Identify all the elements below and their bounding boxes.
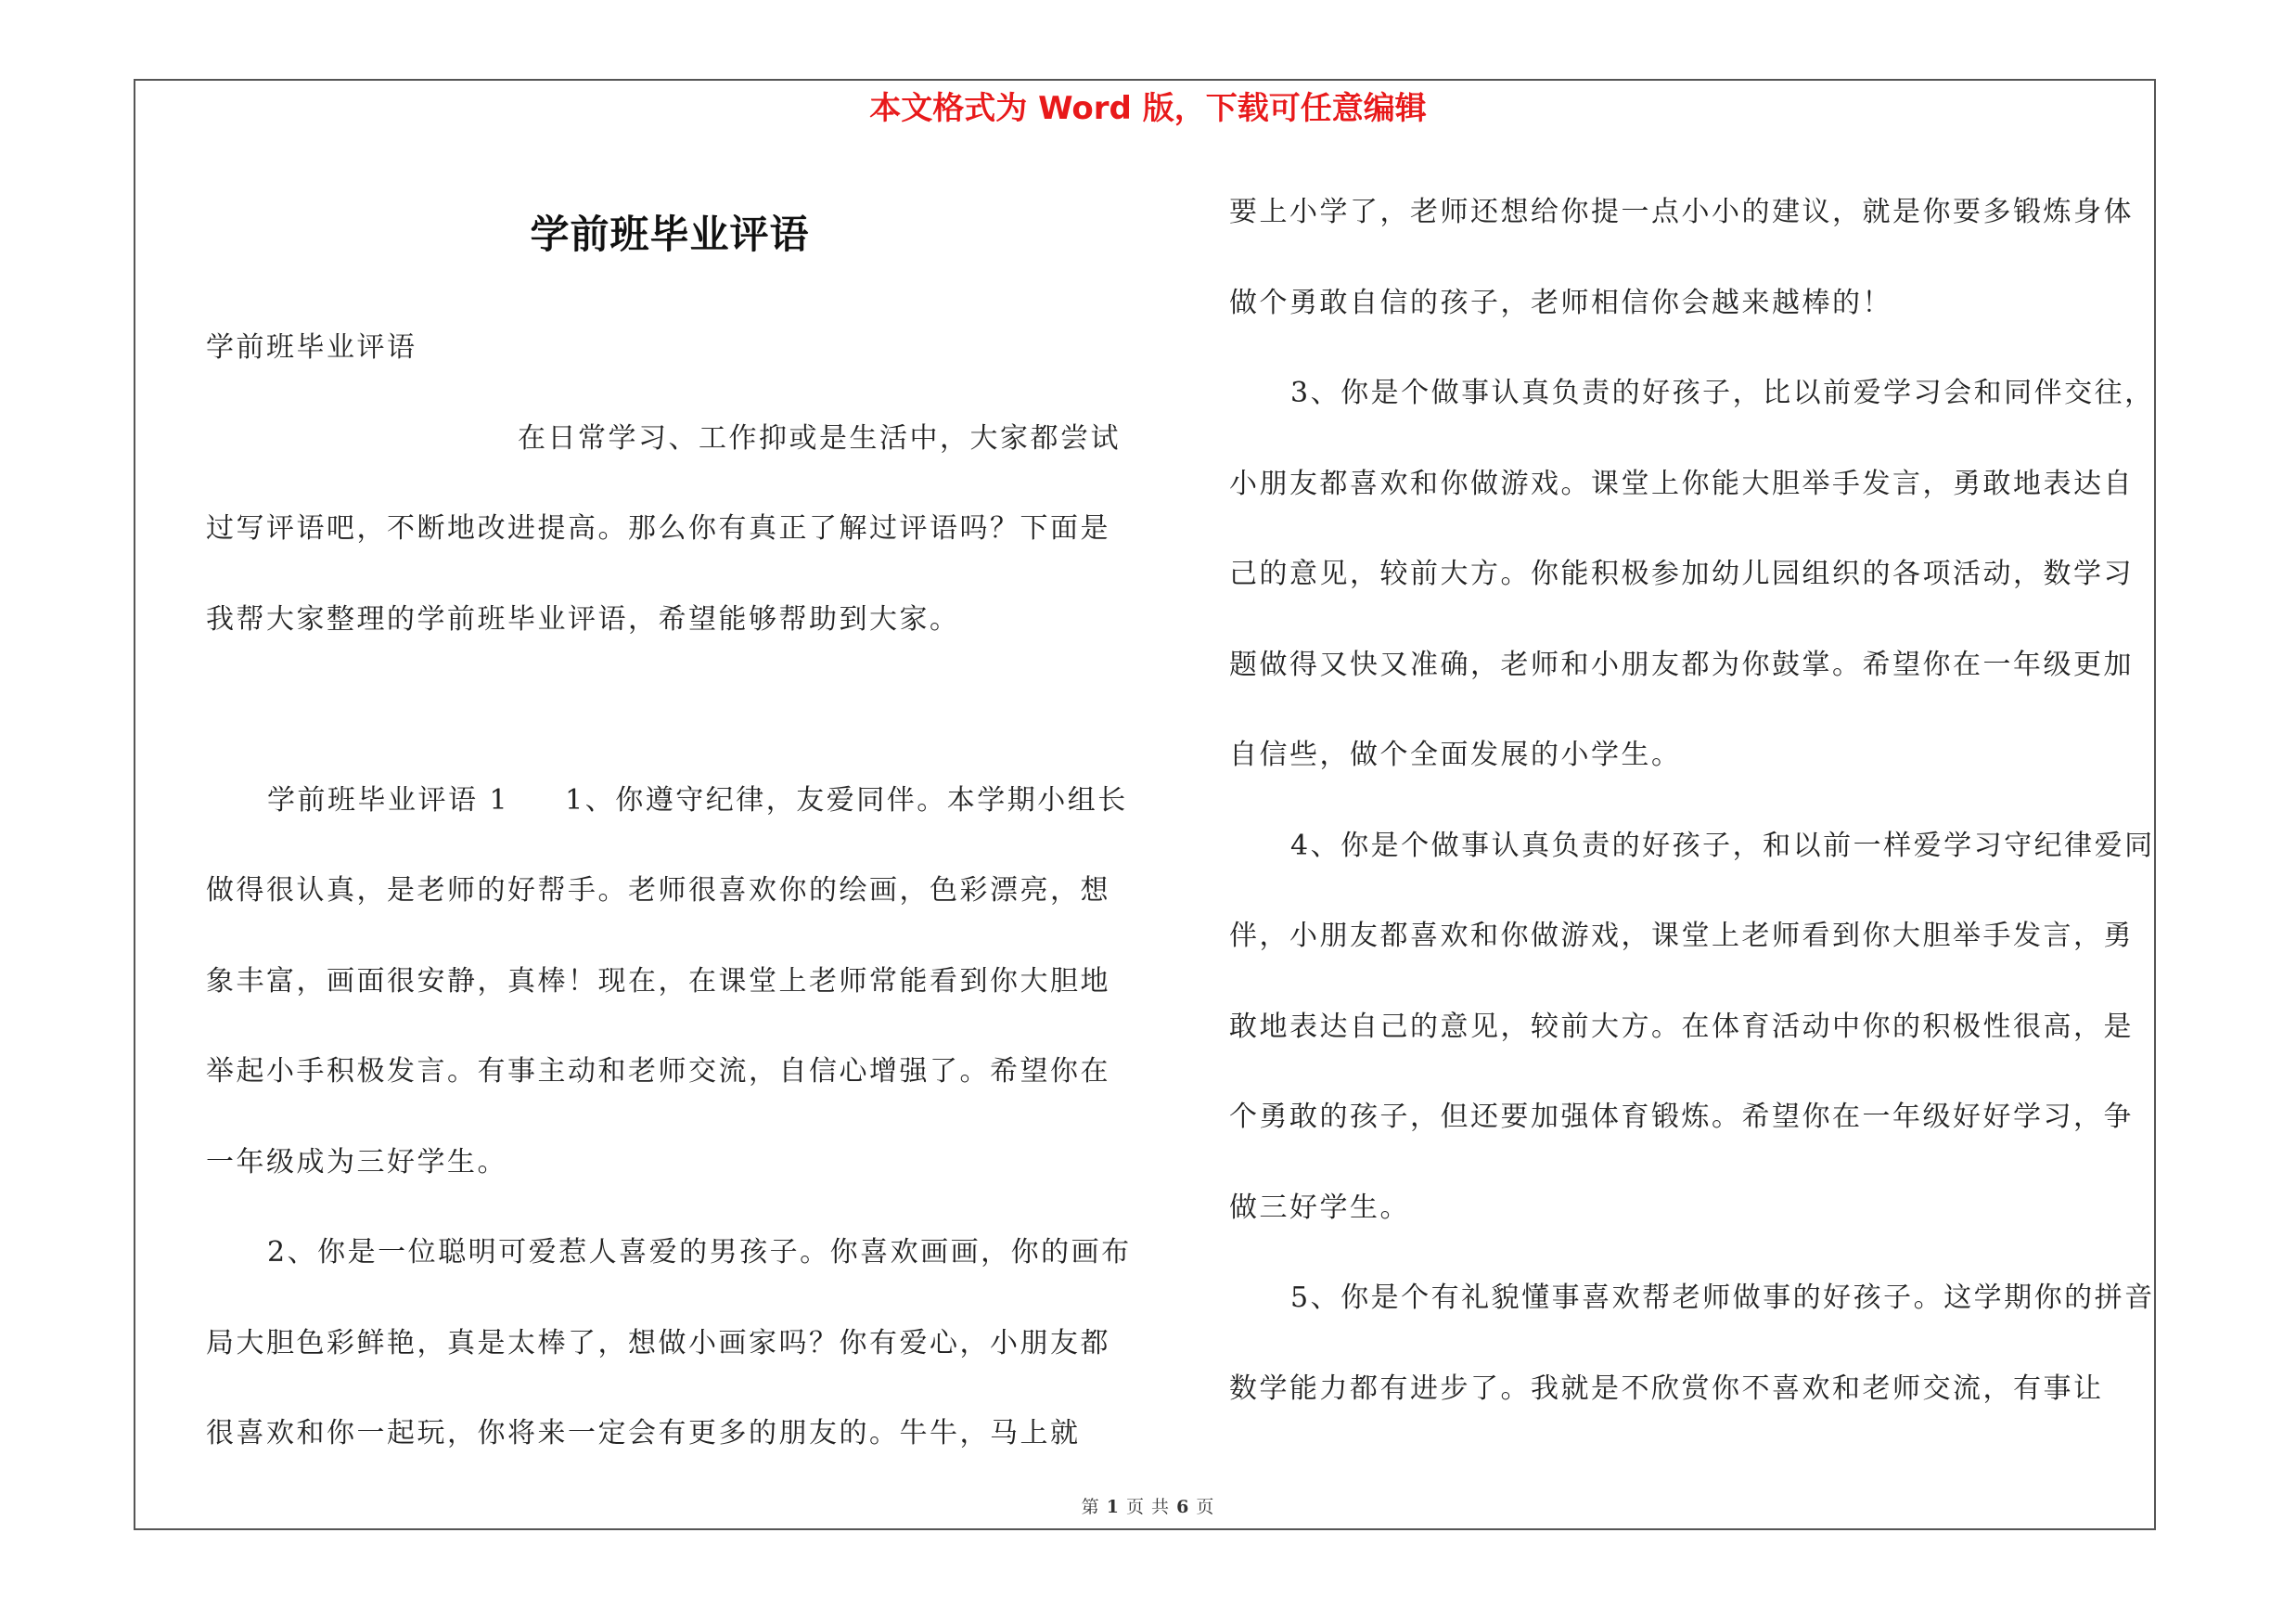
comment-paragraph-3: 3、你是个做事认真负责的好孩子，比以前爱学习会和同伴交往，小朋友都喜欢和你做游戏。课堂上你能大胆举手发言，勇敢地表达自己的意见，较前大方。你能积极参加幼儿园组织的各项活动，数学习题做得又快又准确，老师和小朋友都为你鼓掌。希望你在一年级更加自信些，做个全面发展的小学生。 xyxy=(1229,377,2155,771)
intro-paragraph: 在日常学习、工作抑或是生活中，大家都尝试过写评语吧，不断地改进提高。那么你有真正了解过评语吗？下面是我帮大家整理的学前班毕业评语，希望能够帮助到大家。 xyxy=(206,421,1121,636)
comment-paragraph-5: 5、你是个有礼貌懂事喜欢帮老师做事的好孩子。这学期你的拼音数学能力都有进步了。我就是不欣赏你不喜欢和老师交流，有事让 xyxy=(1229,1282,2155,1405)
left-column xyxy=(206,303,1134,1479)
footer-page-number: 1 xyxy=(1106,1497,1120,1517)
document-title: 学前班毕业评语 xyxy=(530,212,810,257)
comment-paragraph-2: 2、你是一位聪明可爱惹人喜爱的男孩子。你喜欢画画，你的画布局大胆色彩鲜艳，真是太棒了，想做小画家吗？你有爱心，小朋友都很喜欢和你一起玩，你将来一定会有更多的朋友的。牛牛，马上就 xyxy=(206,1236,1132,1449)
footer-mid: 页 共 xyxy=(1125,1497,1171,1517)
right-column xyxy=(1229,167,2161,1434)
comment-paragraph-2-continued: 要上小学了，老师还想给你提一点小小的建议，就是你要多锻炼身体做个勇敢自信的孩子，老师相信你会越来越棒的！ xyxy=(1229,196,2134,319)
footer-suffix: 页 xyxy=(1196,1497,1215,1517)
paragraph-spacer xyxy=(206,664,1134,755)
footer-prefix: 第 xyxy=(1081,1497,1100,1517)
footer-total-pages: 6 xyxy=(1176,1497,1190,1517)
section-heading: 学前班毕业评语 1 xyxy=(267,783,510,817)
comment-paragraph-1 xyxy=(206,755,1134,1208)
word-format-notice: 本文格式为 Word 版，下载可任意编辑 xyxy=(869,90,1427,127)
comment-paragraph-4: 4、你是个做事认真负责的好孩子，和以前一样爱学习守纪律爱同伴，小朋友都喜欢和你做游戏，课堂上老师看到你大胆举手发言，勇敢地表达自己的意见，较前大方。在体育活动中你的积极性很高，是个勇敢的孩子，但还要加强体育锻炼。希望你在一年级好好学习，争做三好学生。 xyxy=(1229,829,2155,1224)
subtitle: 学前班毕业评语 xyxy=(206,331,417,364)
comment-1-text: 1、你遵守纪律，友爱同伴。本学期小组长做得很认真，是老师的好帮手。老师很喜欢你的绘画，色彩漂亮，想象丰富，画面很安静，真棒！现在，在课堂上老师常能看到你大胆地举起小手积极发言。有事主动和老师交流，自信心增强了。希望你在一年级成为三好学生。 xyxy=(206,783,1128,1179)
page-footer xyxy=(0,1494,2296,1520)
